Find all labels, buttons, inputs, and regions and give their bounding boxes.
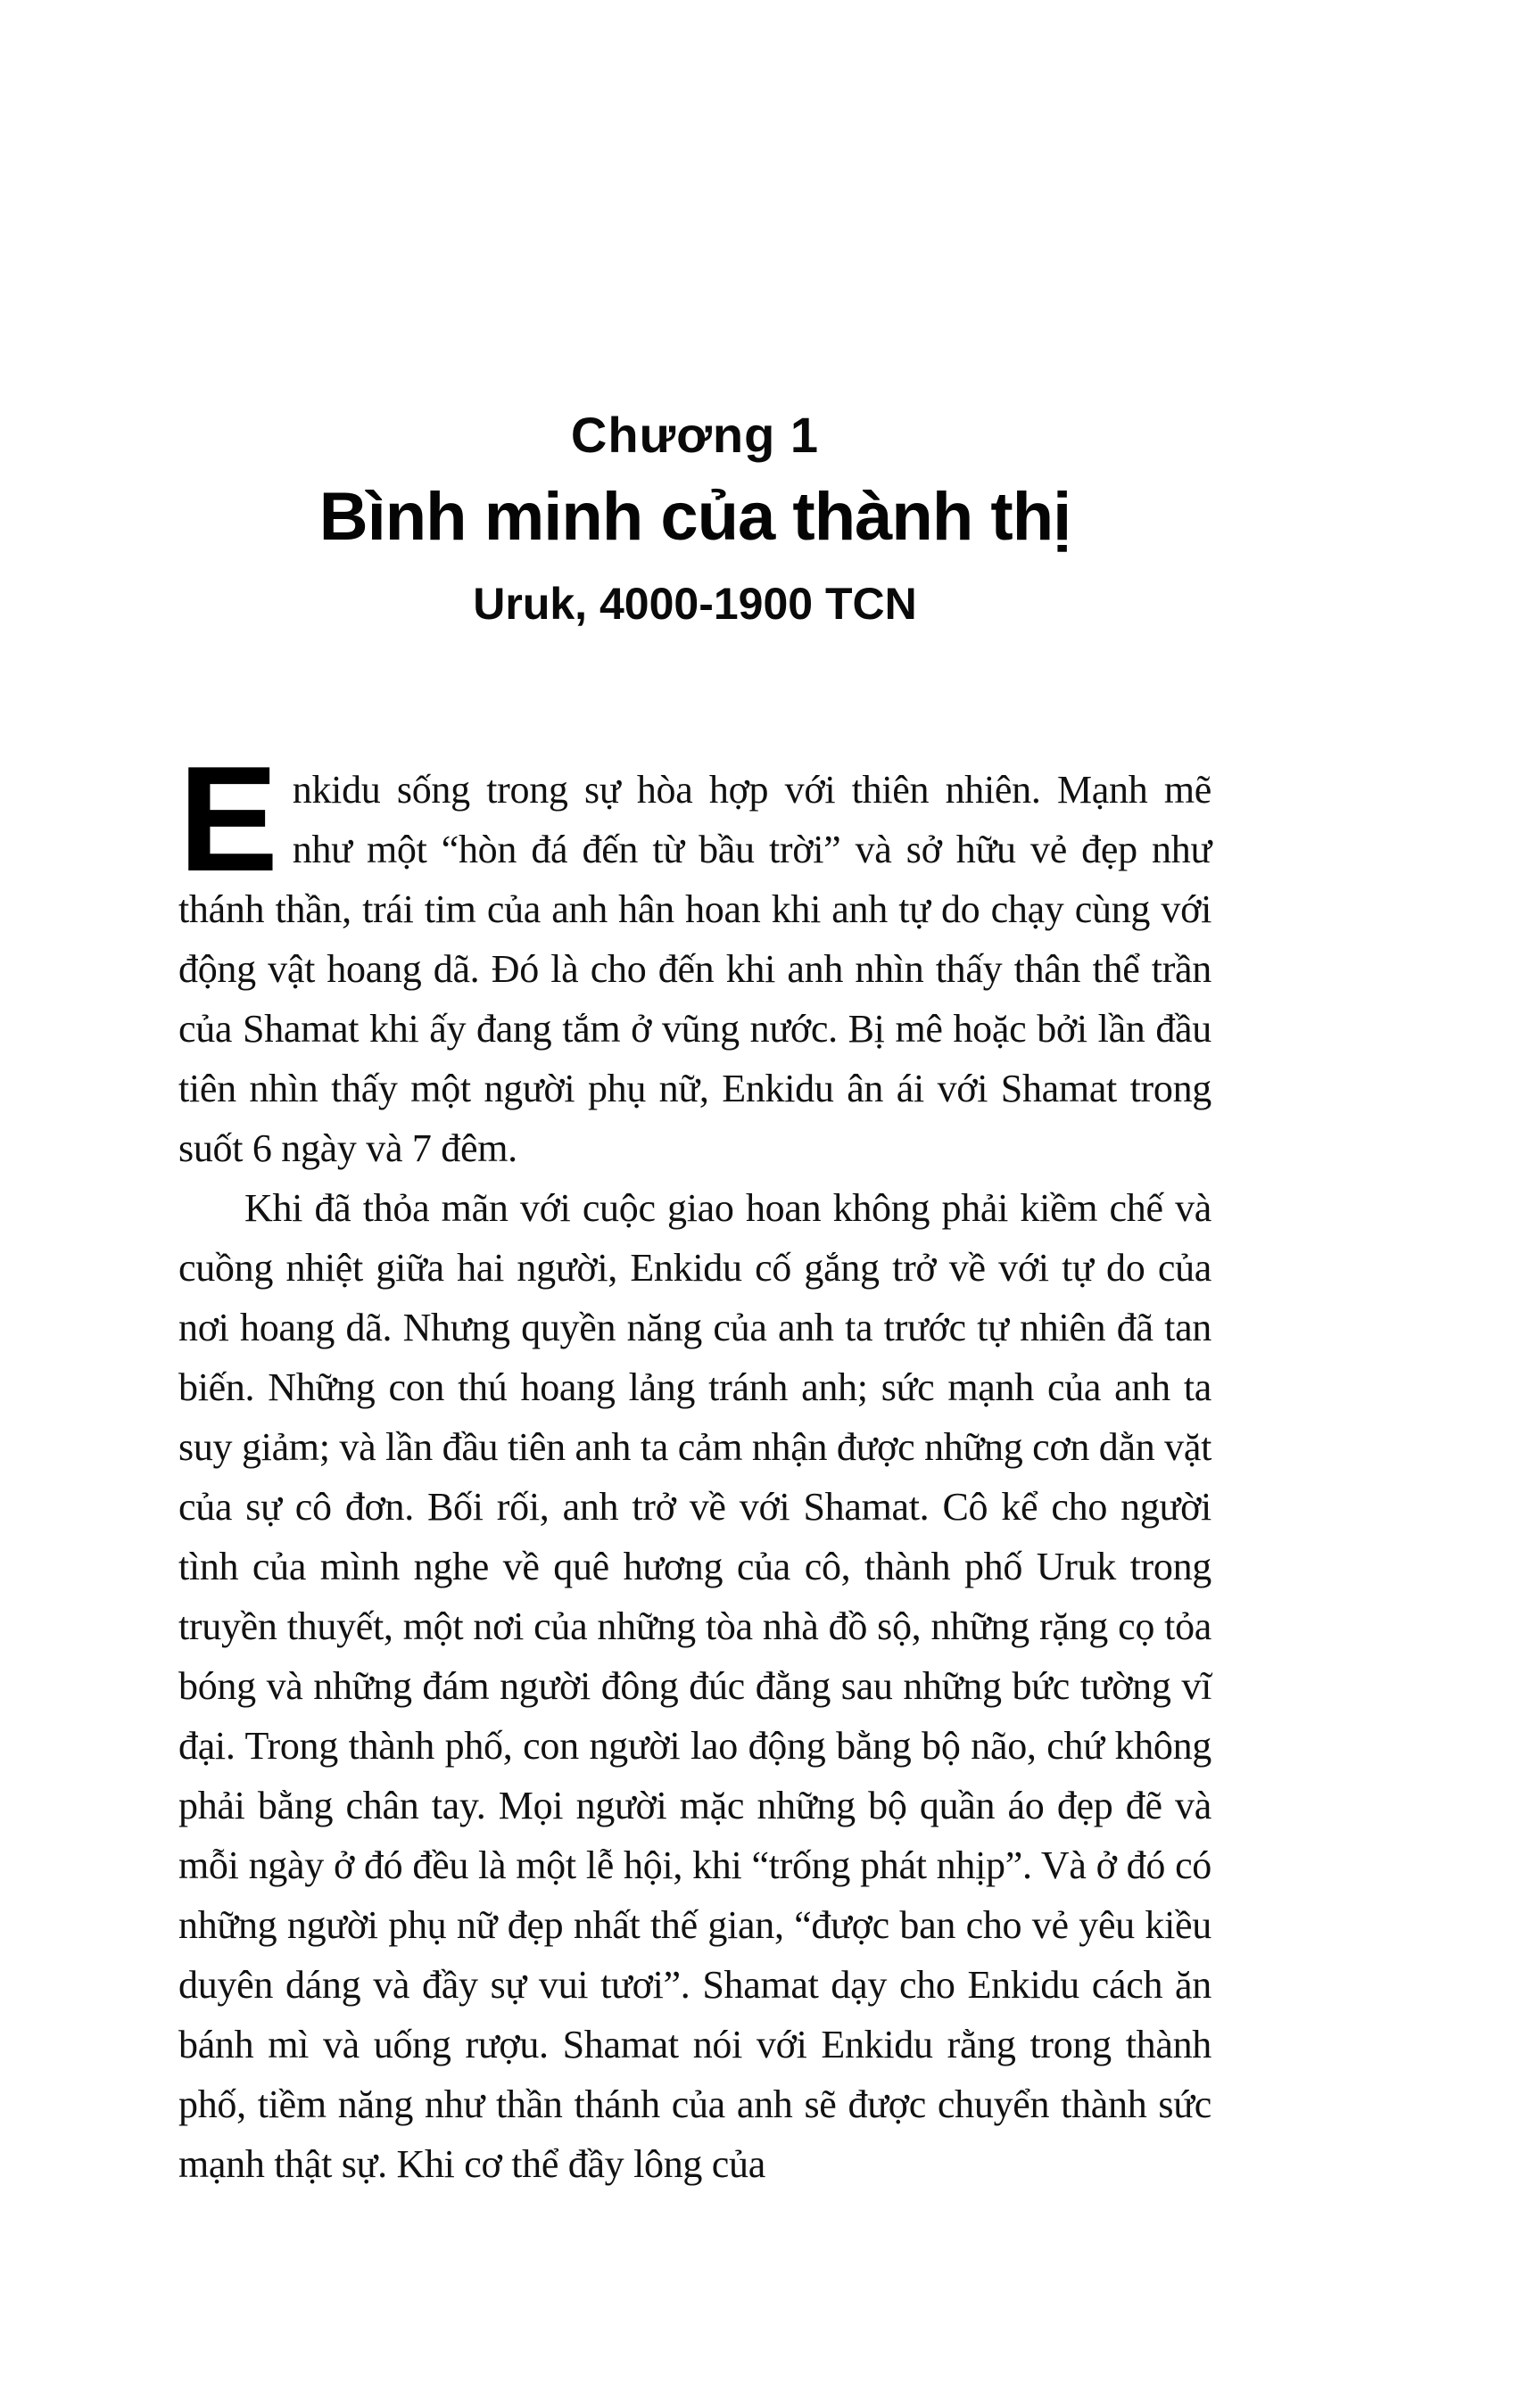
- paragraph: Khi đã thỏa mãn với cuộc giao hoan không phải kiềm chế và cuồng nhiệt giữa hai người, Enkidu cố gắng trở về với tự do của nơi hoang dã. Nhưng quyền năng của anh ta trước tự nhiên đã tan biến. Những con thú hoang lảng tránh anh; sức mạnh của anh ta suy giảm; và lần đầu tiên anh ta cảm nhận được những cơn dằn vặt của sự cô đơn. Bối rối, anh trở về với Shamat. Cô kể cho người tình của mình nghe về quê hương của cô, thành phố Uruk trong truyền thuyết, một nơi của những tòa nhà đồ sộ, những rặng cọ tỏa bóng và những đám người đông đúc đằng sau những bức tường vĩ đại. Trong thành phố, con người lao động bằng bộ não, chứ không phải bằng chân tay. Mọi người mặc những bộ quần áo đẹp đẽ và mỗi ngày ở đó đều là một lễ hội, khi “trống phát nhịp”. Và ở đó có những người phụ nữ đẹp nhất thế gian, “được ban cho vẻ yêu kiều duyên dáng và đầy sự vui tươi”. Shamat dạy cho Enkidu cách ăn bánh mì và uống rượu. Shamat nói với Enkidu rằng trong thành phố, tiềm năng như thần thánh của anh sẽ được chuyển thành sức mạnh thật sự. Khi cơ thể đầy lông của: [178, 1186, 1211, 2186]
- chapter-heading: [178, 408, 1211, 628]
- chapter-title: Bình minh của thành thị: [318, 479, 1071, 555]
- drop-cap: E: [178, 735, 278, 903]
- chapter-number: Chương 1: [570, 407, 820, 463]
- paragraph-text: nkidu sống trong sự hòa hợp với thiên nhiên. Mạnh mẽ như một “hòn đá đến từ bầu trời” và sở hữu vẻ đẹp như thánh thần, trái tim của anh hân hoan khi anh tự do chạy cùng với động vật hoang dã. Đó là cho đến khi anh nhìn thấy thân thể trần của Shamat khi ấy đang tắm ở vũng nước. Bị mê hoặc bởi lần đầu tiên nhìn thấy một người phụ nữ, Enkidu ân ái với Shamat trong suốt 6 ngày và 7 đêm.: [178, 768, 1211, 1170]
- paragraph: [178, 735, 1211, 1178]
- body-text: [178, 735, 1211, 2194]
- page-content: [178, 408, 1211, 2194]
- chapter-subtitle: Uruk, 4000-1900 TCN: [473, 579, 917, 629]
